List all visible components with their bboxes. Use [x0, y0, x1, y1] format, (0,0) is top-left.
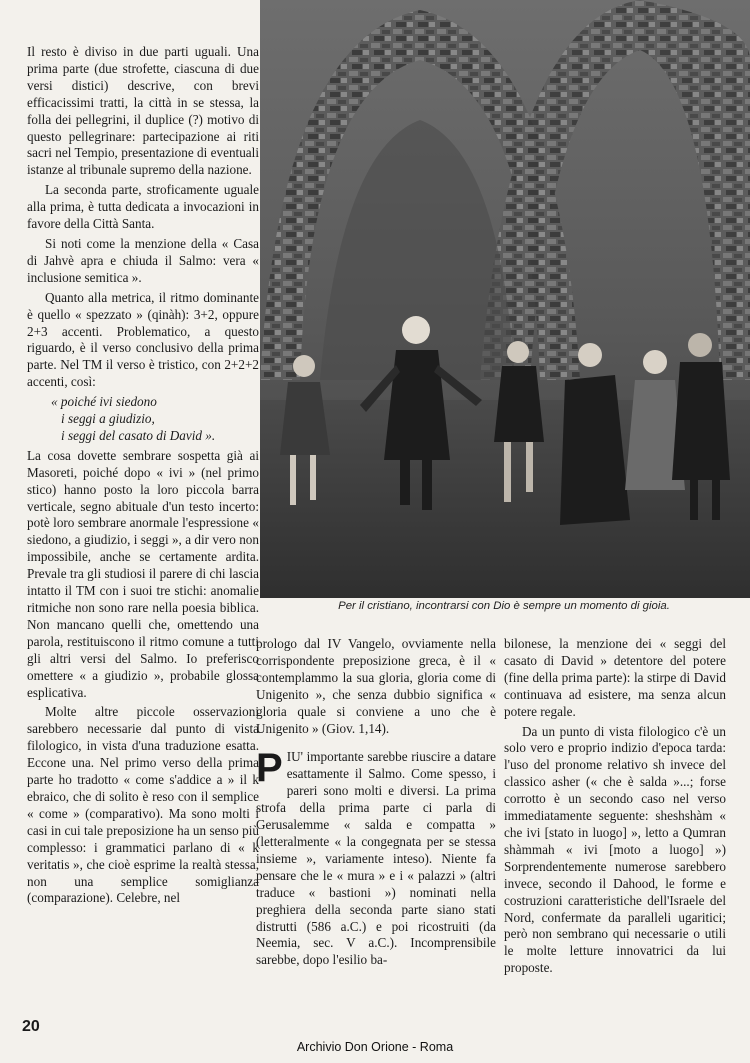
verse-line: i seggi del casato di David ».	[61, 427, 216, 443]
paragraph-text: IU' importante sarebbe riuscire a datare esattamente il Salmo. Come spesso, i pareri sono molti e diversi. La prima strofa della prima parte ci parla di Gerusalemme « salda e compatta » (letteralmente « la congegnata per se stessa insieme », variamente inteso). Niente fa pensare che le « mura » e i « palazzi » (altri traduce « bastioni ») nominati nella preghiera della seconda parte siano stati distrutti (586 a.C.) e poi ricostruiti (da Neemia, sec. V a.C.). Incomprensibile sarebbe, dopo l'esilio ba-	[256, 749, 496, 968]
paragraph: bilonese, la menzione dei « seggi del casato di David » detentore del potere (fine della prima parte): la stirpe di David continuava ad esistere, ma senza alcun potere regale.	[504, 636, 726, 719]
verse-line: « poiché ivi siedono	[51, 394, 157, 410]
verse-line: i seggi a giudizio,	[61, 411, 155, 427]
paragraph: Da un punto di vista filologico c'è un solo vero e proprio indizio d'epoca tarda: l'uso del pronome relativo sh invece del classico asher (« che è salda »...; forse corrotto è un secondo caso nel verso immediatamente seguente: sheshshàm « che ivi [stato in luogo] », letto a Qumran shàmmah « ivi [moto a luogo] ») Sorprendentemente numerose sarebbero invece, secondo il Dahood, le forme e costruzioni caratteristiche dell'Israele del Nord, confermate da paralleli ugaritici; però non sembrano qui necessarie o utili le molte letture innovatrici da lui proposte.	[504, 723, 726, 976]
photo-caption: Per il cristiano, incontrarsi con Dio è sempre un momento di gioia.	[338, 600, 670, 612]
dropcap-letter: P	[256, 746, 283, 791]
photo-children-dancing	[260, 0, 750, 598]
paragraph: La cosa dovette sembrare sospetta già ai Masoreti, poiché dopo « ivi » (nel primo stico) hanno posto la loro piccola barra verticale, segno abituale d'un testo incerto: potè loro sembrare anormale l'espressione « siedono, a giudizio, i seggi », a dir vero non impossibile, anche se certamente ardita. Prevale tra gli studiosi il parere di chi lascia intatto il TM con i suoi tre stichi: anomalie ritmiche non sono rare nella poesia biblica. Non mancano quelli che, omettendo una parola, restituiscono il ritmo comune a tutti gli altri versi del Salmo. Io preferisco omettere « a giudizio », probabile glossa esplicativa.	[27, 447, 259, 700]
right-column	[504, 636, 726, 980]
paragraph: La seconda parte, stroficamente uguale alla prima, è tutta dedicata a invocazioni in favore della Città Santa.	[27, 182, 259, 232]
paragraph: Quanto alla metrica, il ritmo dominante è quello « spezzato » (qinàh): 3+2, oppure 2+3 accenti. Problematico, a questo riguardo, è il verso conclusivo della prima parte. Nel TM il verso è tristico, con 2+2+2 accenti, così:	[27, 289, 259, 390]
archive-footer: Archivio Don Orione - Roma	[296, 1040, 454, 1054]
paragraph: Il resto è diviso in due parti uguali. Una prima parte (due strofette, ciascuna di due versi distici) descrive, con brevi efficacissimi tratti, la città in se stessa, la folla dei pellegrini, il duplice (?) motivo di questo pellegrinare: partecipazione ai riti sacri nel Tempio, presentazione di eventuali istanze al tribunale supremo della nazione.	[27, 44, 259, 178]
left-column	[27, 44, 259, 910]
paragraph-with-dropcap	[256, 746, 496, 969]
middle-column	[256, 636, 496, 972]
paragraph: Si noti come la menzione della « Casa di Jahvè apra e chiuda il Salmo: vera « inclusione semitica ».	[27, 235, 259, 285]
verse-quote	[51, 394, 259, 445]
page-number: 20	[22, 1018, 40, 1035]
paragraph: Molte altre piccole osservazioni sarebbero necessarie dal punto di vista filologico, in vista d'una traduzione esatta. Eccone una. Nel primo verso della prima parte ho tradotto « come s'addice a » il k ebraico, che di solito è reso con il semplice « come » (comparativo). Ma sono molti i casi in cui tale preposizione ha un senso più complesso: i grammatici parlano di « k veritatis », che cioè esprime la realtà stessa, non una semplice somiglianza (comparazione). Celebre, nel	[27, 704, 259, 906]
photo-illustration	[260, 0, 750, 598]
paragraph: prologo dal IV Vangelo, ovviamente nella corrispondente preposizione greca, è il « contemplammo la sua gloria, gloria come di Unigenito », che senza dubbio significa « gloria quale si conviene a uno che è Unigenito » (Giov. 1,14).	[256, 636, 496, 736]
